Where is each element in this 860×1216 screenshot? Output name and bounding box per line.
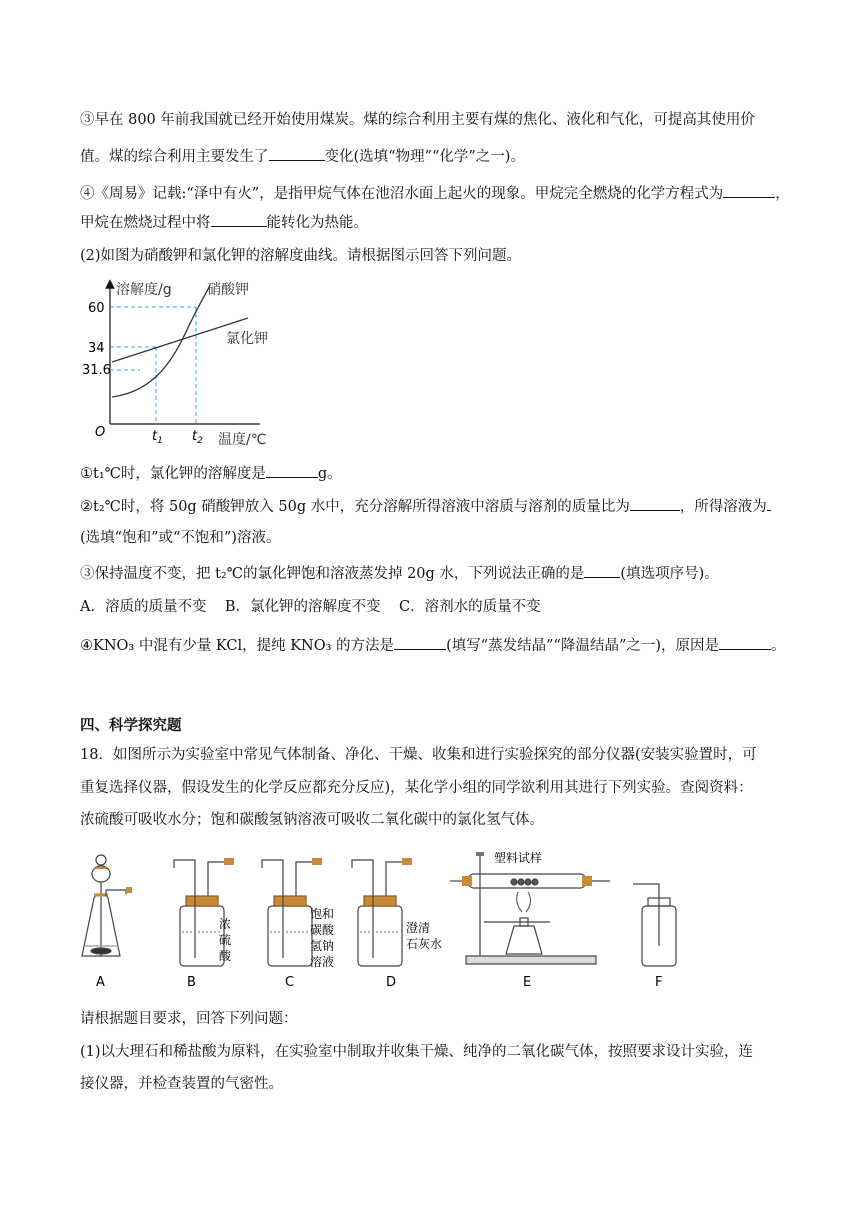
text: (填选项序号)。 bbox=[620, 566, 719, 582]
x-tick-label: $t_2$ bbox=[192, 429, 203, 446]
text: 值。煤的综合利用主要发生了 bbox=[80, 149, 269, 165]
text: ③早在 800 年前我国就已经开始使用煤炭。煤的综合利用主要有煤的焦化、液化和气化，可提高其使用价 bbox=[80, 112, 755, 128]
answer-blank[interactable] bbox=[266, 463, 318, 478]
text: ③保持温度不变，把 t₂℃的氯化钾饱和溶液蒸发掉 20g 水，下列说法正确的是 bbox=[80, 566, 585, 582]
text-line bbox=[80, 246, 521, 266]
x-axis-label: 温度/℃ bbox=[218, 432, 267, 448]
text: ，所得溶液为 bbox=[679, 499, 767, 515]
text: 。 bbox=[771, 638, 786, 654]
e-sample-label: 塑料试样 bbox=[494, 851, 543, 865]
apparatus-label-a: A bbox=[96, 975, 105, 990]
answer-blank[interactable] bbox=[211, 212, 267, 227]
text: (填写“蒸发结晶”“降温结晶”之一)，原因是 bbox=[446, 638, 720, 654]
text: 四、科学探究题 bbox=[80, 717, 182, 734]
apparatus-e bbox=[450, 852, 610, 964]
answer-blank[interactable] bbox=[394, 635, 446, 650]
text: (选填“饱和”或“不饱和”)溶液。 bbox=[80, 530, 281, 546]
text: 18．如图所示为实验室中常见气体制备、净化、干燥、收集和进行实验探究的部分仪器(安装实验置时，可 bbox=[80, 747, 757, 763]
apparatus-d bbox=[352, 858, 412, 966]
c-reagent-label: 饱和 bbox=[310, 907, 335, 921]
b-reagent-label: 浓 bbox=[219, 917, 232, 931]
text: (2)如图为硝酸钾和氯化钾的溶解度曲线。请根据图示回答下列问题。 bbox=[80, 248, 522, 264]
d-reagent-label: 澄清 bbox=[406, 921, 431, 935]
text: ①t₁℃时，氯化钾的溶解度是 bbox=[80, 466, 266, 482]
text: 变化(选填“物理”“化学”之一)。 bbox=[324, 149, 525, 165]
kno3-curve bbox=[112, 285, 210, 397]
c-reagent-label: 碳酸 bbox=[310, 923, 335, 937]
text-line bbox=[80, 463, 342, 484]
c-reagent-label: 氢钠 bbox=[310, 939, 335, 953]
text: ④《周易》记载:“泽中有火”，是指甲烷气体在池沼水面上起火的现象。甲烷完全燃烧的化学方程式为 bbox=[80, 186, 724, 202]
answer-blank[interactable] bbox=[584, 563, 620, 578]
answer-blank[interactable] bbox=[630, 496, 680, 511]
answer-blank[interactable] bbox=[723, 183, 775, 198]
solubility-graph bbox=[80, 276, 280, 452]
y-tick-label: 34 bbox=[88, 341, 105, 356]
y-tick-label: 31.6 bbox=[82, 363, 111, 378]
text: ②t₂℃时，将 50g 硝酸钾放入 50g 水中，充分溶解所得溶液中溶质与溶剂的质量比为 bbox=[80, 499, 630, 515]
text-line bbox=[80, 810, 544, 830]
text-line bbox=[80, 496, 771, 517]
answer-blank[interactable] bbox=[269, 146, 325, 161]
c-reagent-label: 溶液 bbox=[310, 955, 335, 969]
section-heading bbox=[80, 716, 182, 736]
text: ， bbox=[775, 186, 790, 202]
text-line bbox=[80, 146, 525, 167]
text: 能转化为热能。 bbox=[266, 215, 368, 231]
text-line bbox=[80, 183, 790, 204]
text-line bbox=[80, 1042, 753, 1062]
text-line bbox=[80, 597, 541, 617]
b-reagent-label: 酸 bbox=[219, 949, 232, 963]
text: 接仪器，并检查装置的气密性。 bbox=[80, 1076, 283, 1092]
curve-label-kno3: 硝酸钾 bbox=[207, 282, 249, 298]
options-text: A．溶质的质量不变 B．氯化钾的溶解度不变 C．溶剂水的质量不变 bbox=[80, 599, 541, 615]
text: 请根据题目要求，回答下列问题： bbox=[80, 1011, 298, 1027]
text: g。 bbox=[317, 466, 342, 482]
apparatus-label-e: E bbox=[523, 975, 532, 990]
text-line bbox=[80, 635, 786, 656]
text-line bbox=[80, 110, 755, 130]
answer-blank[interactable] bbox=[719, 635, 771, 650]
text-line bbox=[80, 778, 753, 798]
curve-label-kcl: 氯化钾 bbox=[226, 331, 268, 347]
text-line bbox=[80, 1009, 298, 1029]
text: 浓硫酸可吸收水分；饱和碳酸氢钠溶液可吸收二氧化碳中的氯化氢气体。 bbox=[80, 812, 544, 828]
text: ④KNO₃ 中混有少量 KCl，提纯 KNO₃ 的方法是 bbox=[80, 638, 395, 654]
apparatus-a bbox=[82, 855, 132, 956]
text: 重复选择仪器，假设发生的化学反应都充分反应)，某化学小组的同学欲利用其进行下列实验。查阅资料： bbox=[80, 780, 753, 796]
answer-blank[interactable] bbox=[767, 496, 771, 511]
apparatus-f bbox=[633, 884, 676, 966]
apparatus-label-f: F bbox=[655, 975, 663, 990]
y-tick-label: 60 bbox=[88, 301, 105, 316]
apparatus-label-c: C bbox=[285, 975, 295, 990]
y-axis-label: 溶解度/g bbox=[116, 282, 172, 298]
text-line bbox=[80, 528, 280, 548]
text-line bbox=[80, 1074, 283, 1094]
x-tick-label: $t_1$ bbox=[152, 429, 163, 446]
apparatus-figure bbox=[70, 846, 710, 992]
apparatus-label-d: D bbox=[386, 975, 397, 990]
text: 甲烷在燃烧过程中将 bbox=[80, 215, 211, 231]
text-line bbox=[80, 212, 368, 233]
text-line bbox=[80, 745, 757, 765]
b-reagent-label: 硫 bbox=[219, 933, 232, 947]
origin-label: O bbox=[95, 425, 106, 440]
d-reagent-label: 石灰水 bbox=[406, 937, 443, 951]
apparatus-label-b: B bbox=[187, 975, 196, 990]
text: (1)以大理石和稀盐酸为原料，在实验室中制取并收集干燥、纯净的二氧化碳气体，按照要求设计实验，连 bbox=[80, 1044, 754, 1060]
text-line bbox=[80, 563, 719, 584]
